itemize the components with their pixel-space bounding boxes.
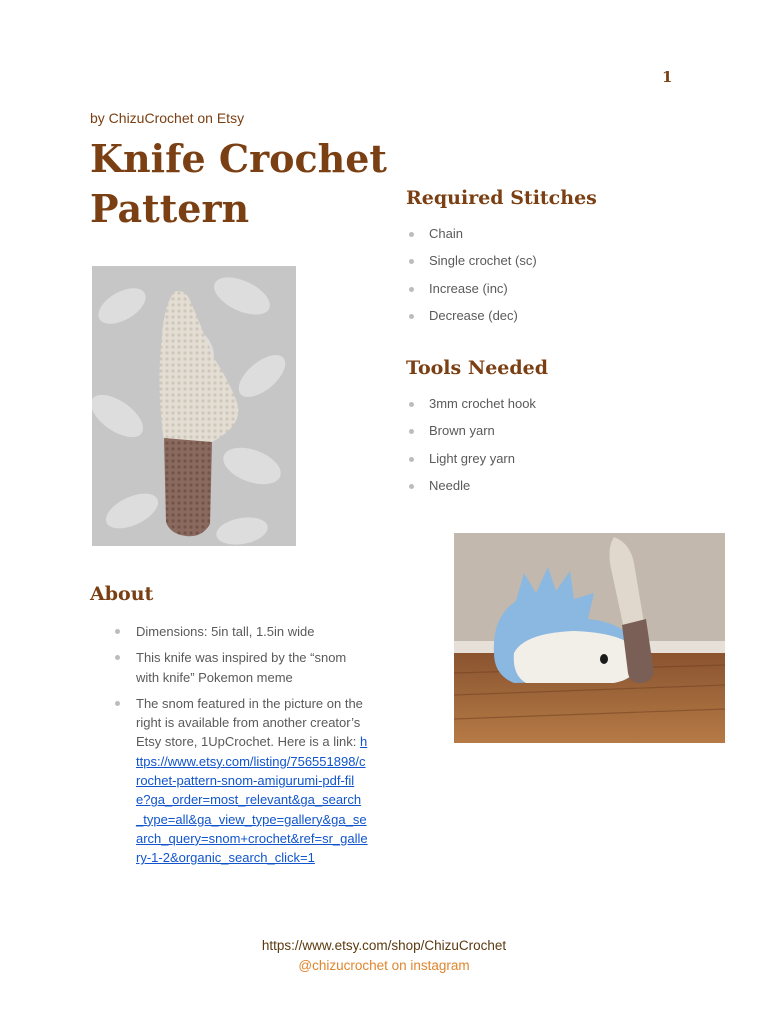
- bullet-icon: [115, 655, 120, 660]
- list-item: [429, 451, 536, 478]
- list-item: [136, 622, 368, 641]
- bullet-icon: [409, 287, 414, 292]
- required-stitches-list: [429, 226, 537, 335]
- list-item-label: The snom featured in the picture on the right is available from another creator’s Etsy store, 1UpCrochet. Here is a link:: [136, 695, 363, 750]
- list-item: [429, 423, 536, 450]
- bullet-icon: [115, 701, 120, 706]
- required-stitches-heading: Required Stitches: [406, 187, 597, 209]
- list-item: [429, 226, 537, 253]
- list-item-label: 3mm crochet hook: [429, 396, 536, 411]
- list-item-label: Brown yarn: [429, 423, 495, 439]
- list-item: [429, 478, 536, 505]
- footer-instagram: @chizucrochet on instagram: [298, 958, 470, 973]
- list-item-label: Single crochet (sc): [429, 253, 537, 269]
- snom-photo: [454, 533, 725, 743]
- bullet-icon: [409, 314, 414, 319]
- tools-needed-list: [429, 396, 536, 505]
- about-heading: About: [90, 583, 154, 605]
- bullet-icon: [409, 457, 414, 462]
- bullet-icon: [409, 259, 414, 264]
- bullet-icon: [409, 402, 414, 407]
- bullet-icon: [409, 232, 414, 237]
- bullet-icon: [409, 484, 414, 489]
- footer-shop-url: https://www.etsy.com/shop/ChizuCrochet: [261, 938, 507, 953]
- snom-listing-link[interactable]: https://www.etsy.com/listing/756551898/crochet-pattern-snom-amigurumi-pdf-file?ga_order=most_relevant&ga_search_type=all&ga_view_type=gallery&ga_search_query=snom+crochet&ref=sr_gallery-1-2&organic_search_click=1: [136, 734, 368, 866]
- list-item: [429, 396, 536, 423]
- about-list: [136, 622, 368, 875]
- list-item-label: Needle: [429, 477, 471, 493]
- byline: by ChizuCrochet on Etsy: [90, 110, 245, 126]
- list-item: [429, 308, 537, 335]
- list-item: [429, 281, 537, 308]
- list-item: [136, 648, 368, 687]
- list-item-label: Chain: [429, 226, 463, 241]
- list-item-label: This knife was inspired by the “snom with knife” Pokemon meme: [136, 650, 347, 685]
- list-item-label: Dimensions: 5in tall, 1.5in wide: [136, 624, 315, 639]
- list-item-label: Decrease (dec): [429, 307, 518, 323]
- list-item: [136, 694, 368, 868]
- bullet-icon: [115, 629, 120, 634]
- page-number: 1: [662, 68, 673, 86]
- list-item-label: Increase (inc): [429, 280, 508, 296]
- page-title: Knife Crochet Pattern: [90, 136, 387, 231]
- bullet-icon: [409, 429, 414, 434]
- list-item-label: Light grey yarn: [429, 450, 515, 466]
- knife-photo: [92, 266, 296, 546]
- tools-needed-heading: Tools Needed: [406, 357, 549, 379]
- list-item: [429, 253, 537, 280]
